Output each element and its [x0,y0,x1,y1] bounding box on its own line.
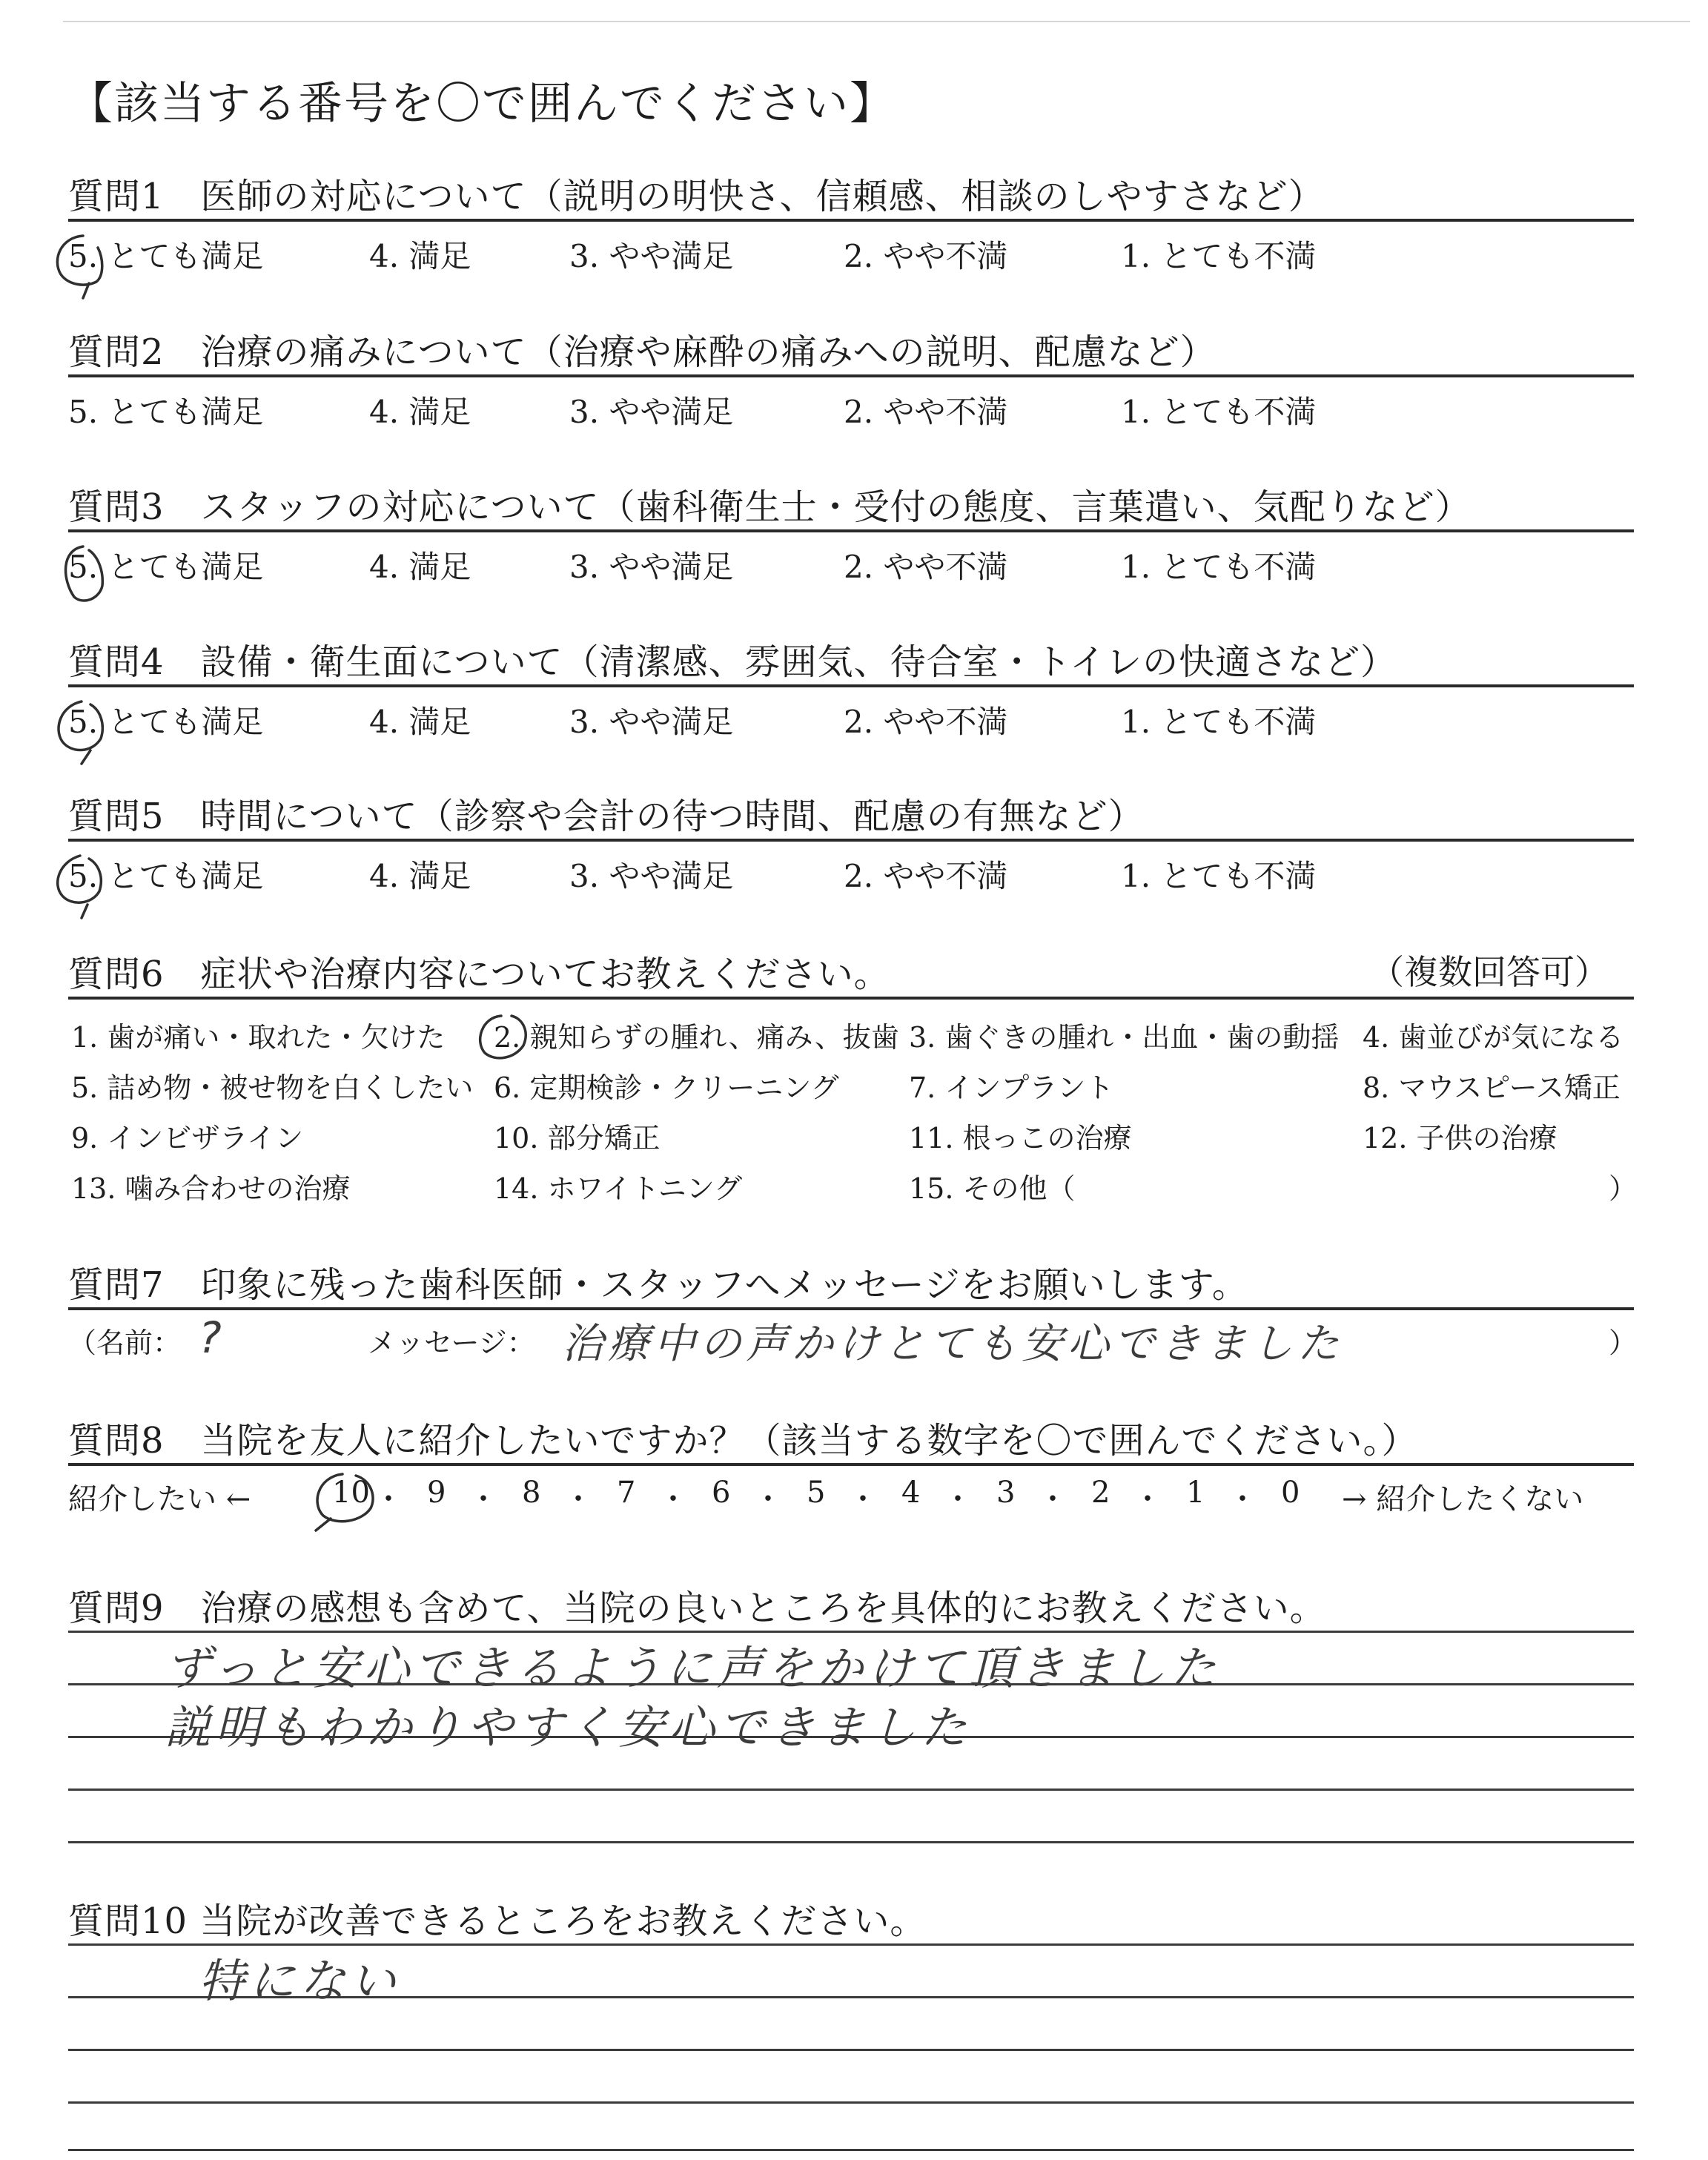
scale-separator-dot: ・ [848,1482,878,1516]
question-4-rule [68,684,1634,687]
q2-option-2[interactable]: 2. やや不満 [844,394,1008,430]
q4-option-5[interactable]: 5. とても満足 [68,704,264,740]
symptom-option-12[interactable]: 12. 子供の治療 [1363,1122,1558,1155]
q9-handwritten-answer-2[interactable]: 説明もわかりやすく安心できました [165,1700,972,1754]
question-1-heading: 質問1 医師の対応について（説明の明快さ、信頼感、相談のしやすさなど） [68,176,1325,217]
recommend-score-4[interactable]: 4 [901,1476,921,1510]
q5-option-3[interactable]: 3. やや満足 [569,858,734,894]
q3-option-5[interactable]: 5. とても満足 [68,549,264,585]
recommend-score-7[interactable]: 7 [617,1476,636,1510]
scale-separator-dot: ・ [374,1482,403,1516]
symptom-option-5[interactable]: 5. 詰め物・被せ物を白くしたい [71,1071,474,1104]
page-top-border [63,21,1690,22]
question-3-rule [68,529,1634,532]
message-handwritten[interactable]: 治療中の声かけとても安心できました [562,1320,1343,1368]
q10-answer-line-3 [68,2049,1634,2051]
scale-separator-dot: ・ [658,1482,688,1516]
q8-ten-selection-tail [316,1519,331,1530]
q4-option-2[interactable]: 2. やや不満 [844,704,1008,740]
q2-option-1[interactable]: 1. とても不満 [1121,394,1317,430]
q1-option-2[interactable]: 2. やや不満 [844,238,1008,274]
recommend-score-3[interactable]: 3 [996,1476,1016,1510]
scale-separator-dot: ・ [943,1482,973,1516]
q1-option-4[interactable]: 4. 満足 [369,238,471,274]
scale-separator-dot: ・ [1228,1482,1257,1516]
q3-option-3[interactable]: 3. やや満足 [569,549,734,585]
q4-option-3[interactable]: 3. やや満足 [569,704,734,740]
symptom-option-14[interactable]: 14. ホワイトニング [494,1172,743,1205]
q1-option-5[interactable]: 5. とても満足 [68,238,264,274]
q3-option-1[interactable]: 1. とても不満 [1121,549,1317,585]
message-label: メッセージ： [368,1327,535,1359]
symptom-option-8[interactable]: 8. マウスピース矯正 [1363,1071,1621,1104]
symptom-option-15[interactable]: 15. その他（ [909,1172,1076,1205]
symptom-option-1[interactable]: 1. 歯が痛い・取れた・欠けた [71,1021,446,1054]
recommend-score-6[interactable]: 6 [712,1476,731,1510]
recommend-left-label: 紹介したい ← [68,1482,251,1516]
q3-option-2[interactable]: 2. やや不満 [844,549,1008,585]
question-7-heading: 質問7 印象に残った歯科医師・スタッフへメッセージをお願いします。 [68,1264,1248,1306]
recommend-score-2[interactable]: 2 [1091,1476,1110,1510]
question-3-heading: 質問3 スタッフの対応について（歯科衛生士・受付の態度、言葉遣い、気配りなど） [68,486,1472,528]
scale-separator-dot: ・ [563,1482,593,1516]
symptom-option-11[interactable]: 11. 根っこの治療 [909,1122,1132,1155]
name-label: （名前： [68,1327,182,1359]
recommend-score-0[interactable]: 0 [1281,1476,1300,1510]
q2-option-5[interactable]: 5. とても満足 [68,394,264,430]
symptom-option-10[interactable]: 10. 部分矯正 [494,1122,661,1155]
recommend-score-5[interactable]: 5 [807,1476,826,1510]
q1-option-1[interactable]: 1. とても不満 [1121,238,1317,274]
recommend-score-8[interactable]: 8 [522,1476,541,1510]
q9-answer-line-5 [68,1841,1634,1843]
question-9-heading: 質問9 治療の感想も含めて、当院の良いところを具体的にお教えください。 [68,1588,1326,1629]
q4-option-1[interactable]: 1. とても不満 [1121,704,1317,740]
q1-option-3[interactable]: 3. やや満足 [569,238,734,274]
question-10-heading: 質問10 当院が改善できるところをお教えください。 [68,1900,927,1942]
recommend-right-label: → 紹介したくない [1342,1482,1584,1516]
scale-separator-dot: ・ [1038,1482,1068,1516]
name-handwritten[interactable]: ? [199,1312,226,1363]
question-6-heading: 質問6 症状や治療内容についてお教えください。 [68,954,890,995]
question-2-heading: 質問2 治療の痛みについて（治療や麻酔の痛みへの説明、配慮など） [68,331,1217,373]
q5-option-2[interactable]: 2. やや不満 [844,858,1008,894]
other-close-paren: ） [1609,1172,1638,1205]
q10-answer-line-5 [68,2149,1634,2151]
question-2-rule [68,374,1634,377]
scale-separator-dot: ・ [1133,1482,1162,1516]
question-5-heading: 質問5 時間について（診察や会計の待つ時間、配慮の有無など） [68,796,1145,837]
question-6-rule [68,997,1634,1000]
question-7-rule [68,1307,1634,1310]
q4-option-4[interactable]: 4. 満足 [369,704,471,740]
form-instruction-title: 【該当する番号を〇で囲んでください】 [68,78,896,130]
question-1-rule [68,219,1634,222]
q2-option-4[interactable]: 4. 満足 [369,394,471,430]
q2-option-3[interactable]: 3. やや満足 [569,394,734,430]
question-8-heading: 質問8 当院を友人に紹介したいですか？（該当する数字を〇で囲んでください。） [68,1420,1418,1462]
q10-handwritten-answer[interactable]: 特にない [199,1954,401,2008]
question-8-rule [68,1463,1634,1466]
symptom-option-9[interactable]: 9. インビザライン [71,1122,304,1155]
scale-separator-dot: ・ [753,1482,783,1516]
question-4-heading: 質問4 設備・衛生面について（清潔感、雰囲気、待合室・トイレの快適さなど） [68,641,1397,683]
q9-handwritten-answer-1[interactable]: ずっと安心できるように声をかけて頂きました [165,1641,1221,1695]
symptom-option-6[interactable]: 6. 定期検診・クリーニング [494,1071,839,1104]
multiple-answers-note: （複数回答可） [1370,952,1609,992]
q5-option-5[interactable]: 5. とても満足 [68,858,264,894]
q3-option-4[interactable]: 4. 満足 [369,549,471,585]
q10-answer-line-4 [68,2101,1634,2104]
recommend-score-10[interactable]: 10 [332,1476,370,1510]
message-close-paren: ） [1609,1327,1638,1359]
q5-option-4[interactable]: 4. 満足 [369,858,471,894]
q5-option-1[interactable]: 1. とても不満 [1121,858,1317,894]
scale-separator-dot: ・ [469,1482,498,1516]
symptom-option-3[interactable]: 3. 歯ぐきの腫れ・出血・歯の動揺 [909,1021,1340,1054]
q5-selection-tail [82,905,87,918]
symptom-option-13[interactable]: 13. 噛み合わせの治療 [71,1172,351,1205]
q4-selection-tail [82,750,90,764]
q9-answer-line-4 [68,1789,1634,1791]
recommend-score-9[interactable]: 9 [427,1476,446,1510]
question-5-rule [68,839,1634,842]
symptom-option-4[interactable]: 4. 歯並びが気になる [1363,1021,1624,1054]
recommend-score-1[interactable]: 1 [1186,1476,1205,1510]
symptom-option-2[interactable]: 2. 親知らずの腫れ、痛み、抜歯 [494,1021,899,1054]
q1-selection-tail [83,283,89,298]
symptom-option-7[interactable]: 7. インプラント [909,1071,1114,1104]
